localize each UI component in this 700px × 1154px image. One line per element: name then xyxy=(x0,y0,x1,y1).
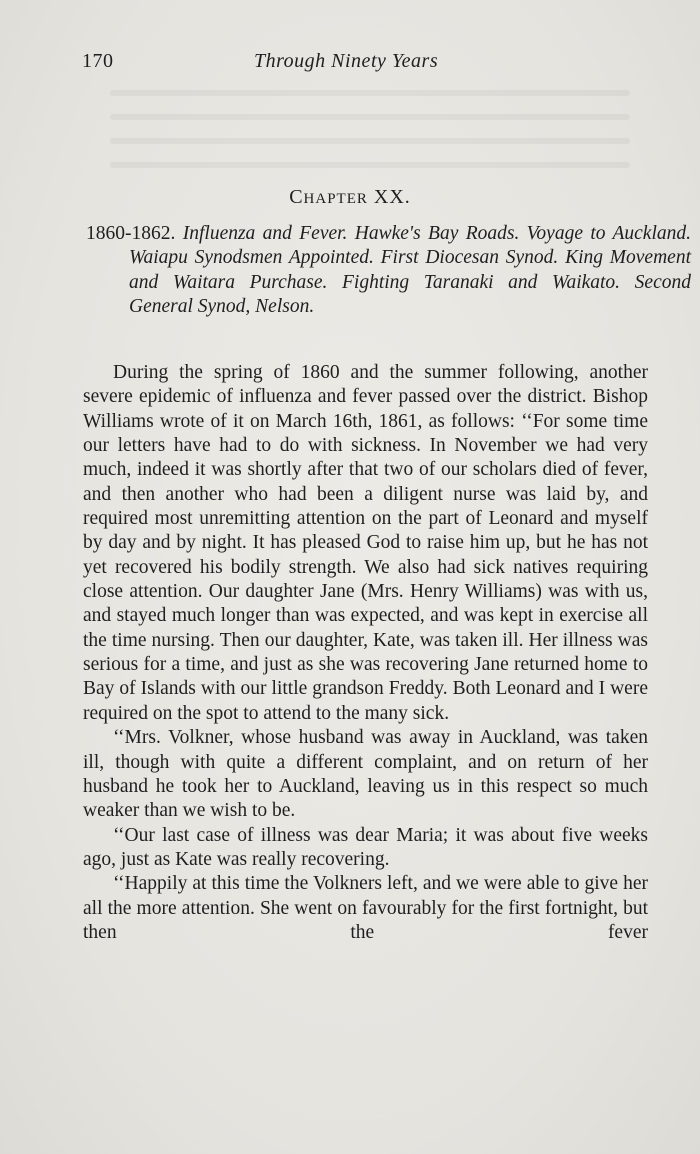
paragraph: ‘‘Our last case of illness was dear Maria; it was about five weeks ago, just as Kate was really recovering. xyxy=(83,824,648,870)
chapter-summary xyxy=(86,222,691,320)
page-number: 170 xyxy=(82,50,114,72)
summary-years: 1860-1862. xyxy=(86,223,176,244)
body-text xyxy=(83,361,648,945)
paragraph: ‘‘Mrs. Volkner, whose husband was away in Auckland, was taken ill, though with quite a different complaint, and on return of her husband he took her to Auckland, leaving us in this respect so much weaker than we wish to be. xyxy=(83,727,648,822)
paragraph: During the spring of 1860 and the summer following, another severe epidemic of influenza and fever passed over the district. Bishop Williams wrote of it on March 16th, 1861, as follows: ‘‘For some time our letters have had to do with sickness. In November we had very much, indeed it was shortly after that two of our scholars died of fever, and then another who had been a diligent nurse was laid by, and required most unremitting attention on the part of Leonard and myself by day and by night. It has pleased God to raise him up, but he has not yet recovered his bodily strength. We also had sick natives requiring close attention. Our daughter Jane (Mrs. Henry Williams) was with us, and stayed much longer than was expected, and was kept in exercise all the time nursing. Then our daughter, Kate, was taken ill. Her illness was serious for a time, and just as she was recovering Jane returned home to Bay of Islands with our little grandson Freddy. Both Leonard and I were required on the spot to attend to the many sick. xyxy=(83,362,648,724)
bleed-through-text xyxy=(110,90,630,190)
page-header xyxy=(82,50,648,80)
paragraph: ‘‘Happily at this time the Volkners left, and we were able to give her all the more attention. She went on favourably for the first fortnight, but then the fever xyxy=(83,873,648,943)
running-title: Through Ninety Years xyxy=(254,50,439,72)
chapter-heading: CHAPTER XX. xyxy=(289,186,411,208)
summary-topics: Influenza and Fever. Hawke's Bay Roads. Voyage to Auckland. Waiapu Synodsmen Appointed. First Diocesan Synod. King Movement and Waitara Purchase. Fighting Taranaki and Waikato. Second General Synod, Nelson. xyxy=(129,223,692,318)
